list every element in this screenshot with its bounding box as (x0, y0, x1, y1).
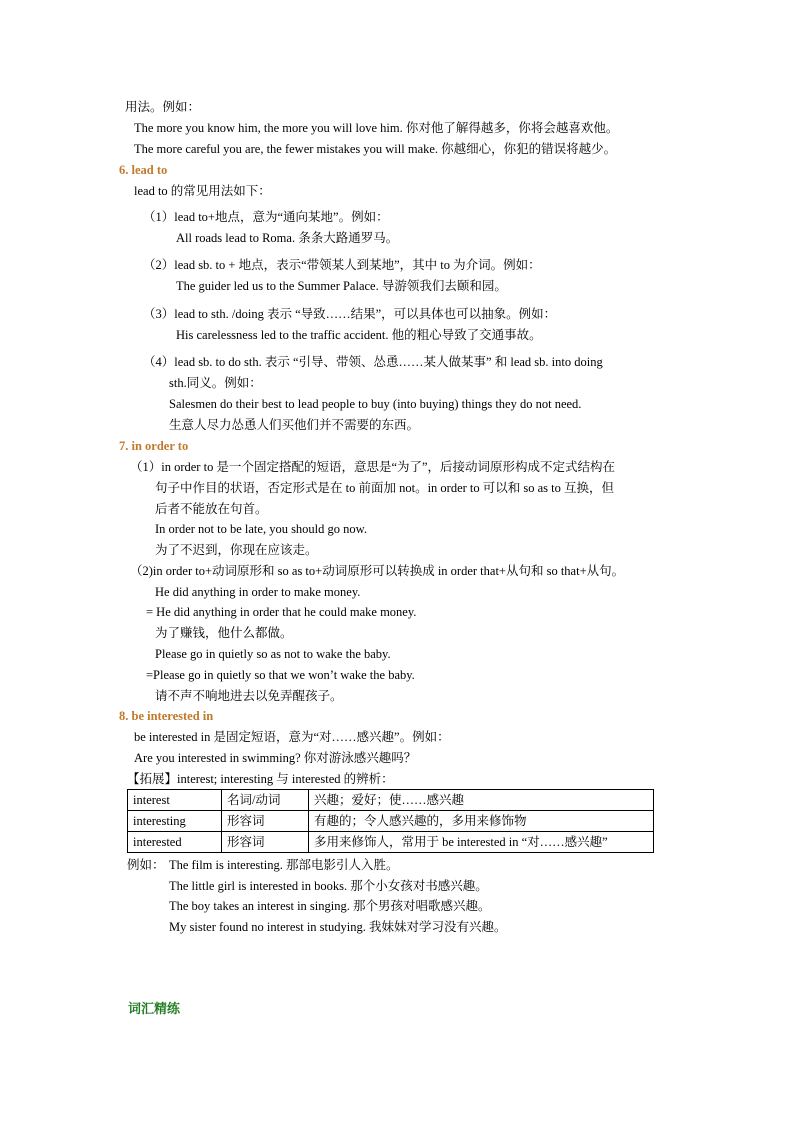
table-cell-word: interested (128, 832, 222, 853)
table-row (128, 790, 654, 811)
section-6-intro: lead to 的常见用法如下： (134, 184, 271, 198)
section-6-item-1-example: All roads lead to Roma. 条条大路通罗马。 (176, 231, 399, 245)
word-comparison-table (127, 789, 654, 853)
section-7-point-1-line-3: 后者不能放在句首。 (155, 502, 268, 516)
table-cell-meaning: 兴趣；爱好；使……感兴趣 (309, 790, 654, 811)
section-7-point-2-example-1: He did anything in order to make money. (155, 585, 361, 599)
intro-example-2: The more careful you are, the fewer mistakes you will make. 你越细心，你犯的错误将越少。 (134, 142, 617, 156)
section-8-title: 8. be interested in (119, 709, 214, 723)
section-6-item-4-line-1: （4）lead sb. to do sth. 表示 “引导、带领、怂恿……某人做某事” 和 lead sb. into doing (143, 355, 603, 369)
table-cell-word: interesting (128, 811, 222, 832)
section-7-point-2-translation-1: 为了赚钱，他什么都做。 (155, 626, 293, 640)
section-6-item-3-example: His carelessness led to the traffic accident. 他的粗心导致了交通事故。 (176, 328, 542, 342)
table-cell-meaning: 多用来修饰人，常用于 be interested in “对……感兴趣” (309, 832, 654, 853)
section-8-intro: be interested in 是固定短语，意为“对……感兴趣”。例如： (134, 730, 450, 744)
section-7-point-2-example-2: = He did anything in order that he could make money. (146, 605, 417, 619)
section-8-example: Are you interested in swimming? 你对游泳感兴趣吗？ (134, 751, 417, 765)
section-7-point-2-example-3: Please go in quietly so as not to wake the baby. (155, 647, 391, 661)
section-7-point-2-example-4: =Please go in quietly so that we won’t wake the baby. (146, 668, 415, 682)
section-8-expand: 【拓展】interest; interesting 与 interested 的辨析： (127, 772, 394, 786)
table-cell-pos: 形容词 (222, 832, 309, 853)
section-6-item-2-example: The guider led us to the Summer Palace. 导游领我们去颐和园。 (176, 279, 507, 293)
table-cell-pos: 名词/动词 (222, 790, 309, 811)
example-sentence-1: The film is interesting. 那部电影引人入胜。 (169, 858, 399, 872)
section-6-title: 6. lead to (119, 163, 168, 177)
section-6-item-3: （3）lead to sth. /doing 表示 “导致……结果”，可以具体也可以抽象。例如： (143, 307, 557, 321)
section-7-point-1-example: In order not to be late, you should go now. (155, 522, 367, 536)
section-7-point-1-line-2: 句子中作目的状语，否定形式是在 to 前面加 not。in order to 可以和 so as to 互换，但 (155, 481, 615, 495)
section-6-item-4-translation: 生意人尽力怂恿人们买他们并不需要的东西。 (169, 418, 420, 432)
section-7-point-1-translation: 为了不迟到，你现在应该走。 (155, 543, 318, 557)
table-cell-meaning: 有趣的；令人感兴趣的，多用来修饰物 (309, 811, 654, 832)
table-row (128, 832, 654, 853)
table-row (128, 811, 654, 832)
section-7-point-2-translation-2: 请不声不响地进去以免弄醒孩子。 (155, 689, 343, 703)
example-sentence-3: The boy takes an interest in singing. 那个男孩对唱歌感兴趣。 (169, 899, 491, 913)
section-7-title: 7. in order to (119, 439, 189, 453)
intro-example-1: The more you know him, the more you will love him. 你对他了解得越多，你将会越喜欢他。 (134, 121, 619, 135)
section-7-point-2: （2)in order to+动词原形和 so as to+动词原形可以转换成 in order that+从句和 so that+从句。 (130, 564, 625, 578)
section-7-point-1-line-1: （1）in order to 是一个固定搭配的短语，意思是“为了”，后接动词原形构成不定式结构在 (130, 460, 616, 474)
section-6-item-2: （2）lead sb. to + 地点，表示“带领某人到某地”，其中 to 为介词。例如： (143, 258, 541, 272)
examples-label: 例如： (127, 858, 165, 872)
section-6-item-4-line-2: sth.同义。例如： (169, 376, 262, 390)
intro-usage: 用法。例如： (125, 100, 201, 114)
table-cell-pos: 形容词 (222, 811, 309, 832)
table-cell-word: interest (128, 790, 222, 811)
section-6-item-1: （1）lead to+地点，意为“通向某地”。例如： (143, 210, 389, 224)
section-6-item-4-example: Salesmen do their best to lead people to buy (into buying) things they do not need. (169, 397, 582, 411)
example-sentence-4: My sister found no interest in studying. 我妹妹对学习没有兴趣。 (169, 920, 507, 934)
example-sentence-2: The little girl is interested in books. 那个小女孩对书感兴趣。 (169, 879, 488, 893)
vocabulary-practice-heading: 词汇精练 (128, 1001, 181, 1016)
